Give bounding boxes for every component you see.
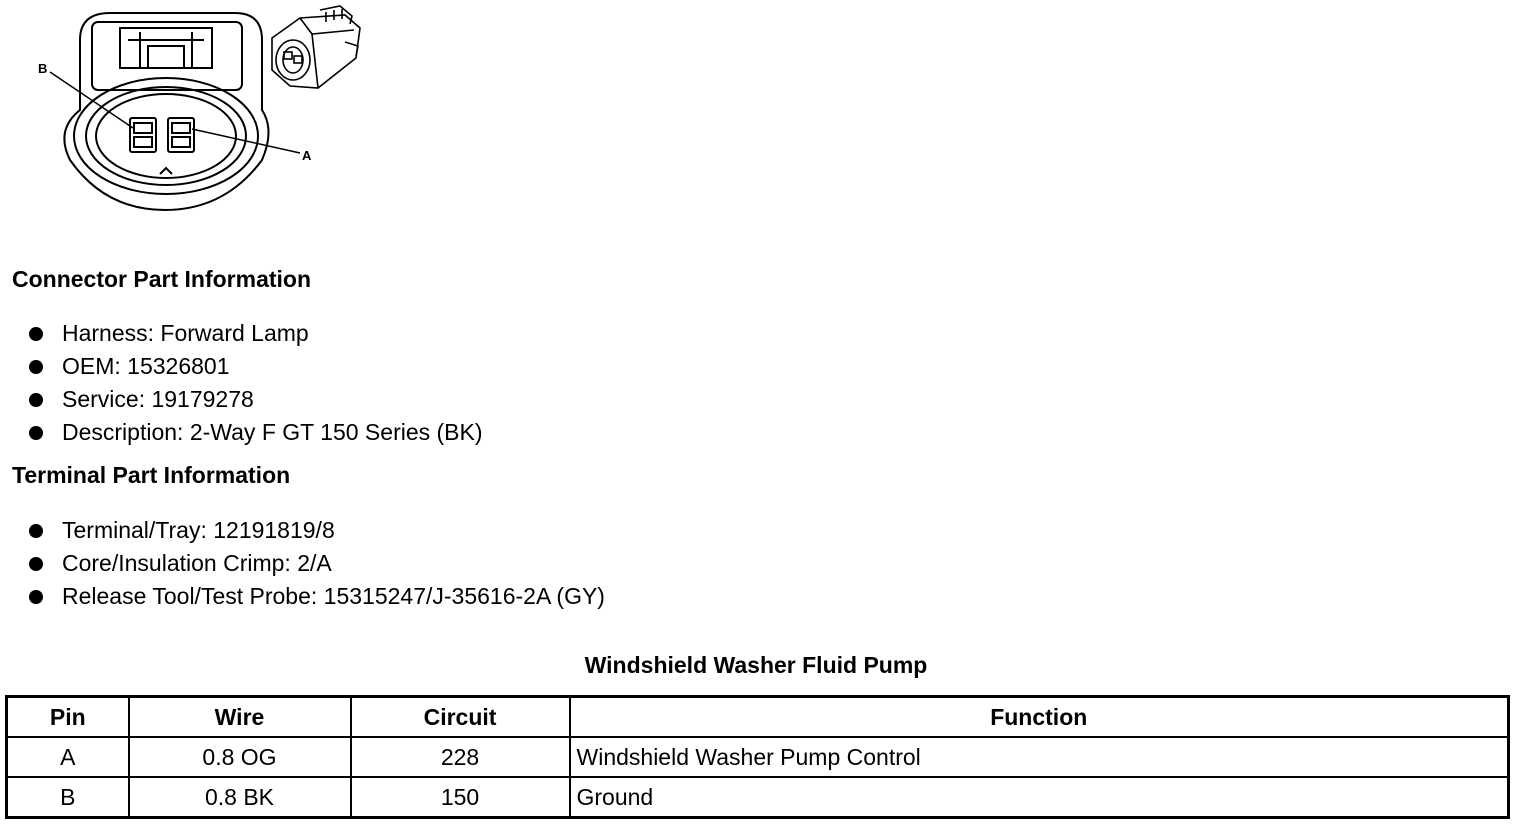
table-row — [7, 777, 1509, 818]
list-item — [28, 383, 483, 416]
list-item — [28, 514, 605, 547]
list-item — [28, 580, 605, 613]
cell-pin: B — [7, 777, 129, 818]
connector-iso-sketch — [272, 6, 360, 88]
bullet-icon — [29, 524, 43, 538]
connector-oem: OEM: 15326801 — [62, 353, 230, 379]
terminal-tray: Terminal/Tray: 12191819/8 — [62, 517, 335, 543]
cell-circuit: 150 — [351, 777, 570, 818]
pin-a-cavity — [168, 118, 194, 152]
connector-latch — [92, 22, 242, 90]
table-header-row — [7, 697, 1509, 738]
list-item — [28, 317, 483, 350]
pin-b-cavity — [130, 118, 156, 152]
connector-face-outer-ring — [74, 78, 258, 194]
bullet-icon — [29, 360, 43, 374]
connector-part-list — [28, 317, 483, 449]
connector-part-heading: Connector Part Information — [12, 266, 312, 292]
cell-circuit: 228 — [351, 737, 570, 777]
pin-table-title: Windshield Washer Fluid Pump — [584, 652, 928, 678]
list-item — [28, 350, 483, 383]
bullet-icon — [29, 327, 43, 341]
pin-table — [5, 695, 1510, 819]
connector-diagram — [0, 0, 380, 230]
connector-description: Description: 2-Way F GT 150 Series (BK) — [62, 419, 483, 445]
terminal-crimp: Core/Insulation Crimp: 2/A — [62, 550, 332, 576]
terminal-release-tool: Release Tool/Test Probe: 15315247/J-35616-2A (GY) — [62, 583, 605, 609]
bullet-icon — [29, 393, 43, 407]
connector-housing-outline — [64, 13, 268, 210]
cell-function: Windshield Washer Pump Control — [570, 737, 1509, 777]
header-function: Function — [570, 697, 1509, 738]
cell-function: Ground — [570, 777, 1509, 818]
list-item — [28, 416, 483, 449]
header-pin: Pin — [7, 697, 129, 738]
cell-wire: 0.8 OG — [129, 737, 351, 777]
header-circuit: Circuit — [351, 697, 570, 738]
table-row — [7, 737, 1509, 777]
terminal-part-list — [28, 514, 605, 613]
cell-pin: A — [7, 737, 129, 777]
list-item — [28, 547, 605, 580]
connector-service: Service: 19179278 — [62, 386, 254, 412]
connector-harness: Harness: Forward Lamp — [62, 320, 309, 346]
pin-a-label: A — [302, 148, 312, 163]
pin-b-label: B — [38, 61, 48, 76]
header-wire: Wire — [129, 697, 351, 738]
bullet-icon — [29, 557, 43, 571]
terminal-part-heading: Terminal Part Information — [12, 462, 291, 488]
bullet-icon — [29, 590, 43, 604]
cell-wire: 0.8 BK — [129, 777, 351, 818]
bullet-icon — [29, 426, 43, 440]
